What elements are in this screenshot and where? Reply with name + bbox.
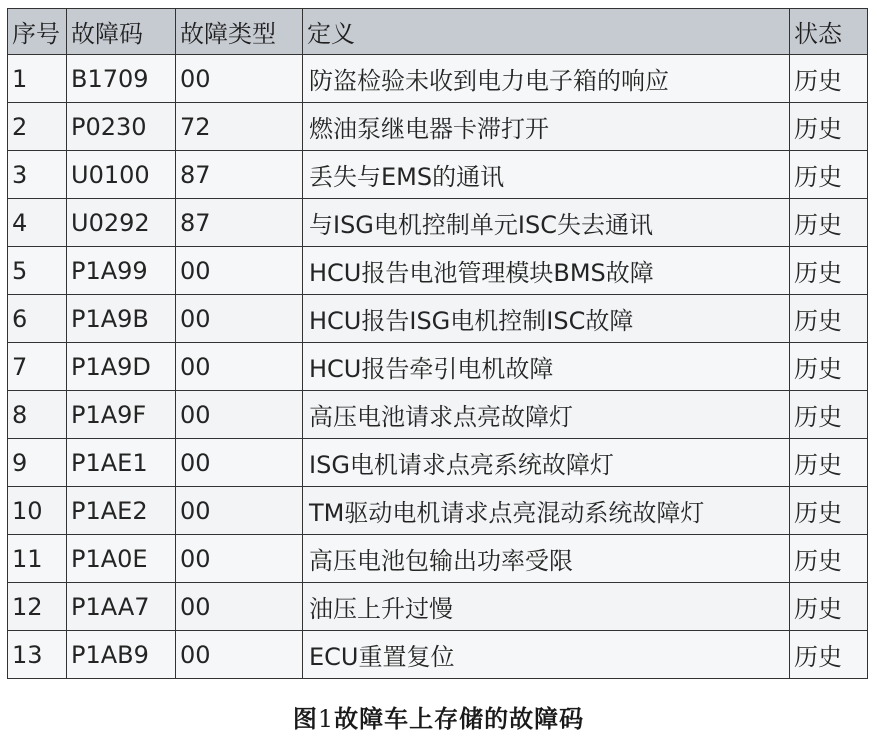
cell-status: 历史 (790, 103, 868, 151)
table-row (8, 247, 868, 295)
cell-status: 历史 (790, 631, 868, 679)
cell-fault-type: 00 (176, 487, 303, 535)
cell-definition: 与ISG电机控制单元ISC失去通讯 (303, 199, 790, 247)
cell-serial-number: 1 (8, 55, 67, 103)
cell-fault-code: U0292 (67, 199, 176, 247)
header-status: 状态 (790, 9, 868, 55)
cell-status: 历史 (790, 55, 868, 103)
cell-serial-number: 2 (8, 103, 67, 151)
cell-definition: HCU报告电池管理模块BMS故障 (303, 247, 790, 295)
table-header-row (8, 9, 868, 55)
table-row (8, 487, 868, 535)
cell-status: 历史 (790, 535, 868, 583)
cell-fault-type: 87 (176, 199, 303, 247)
cell-fault-code: P1AB9 (67, 631, 176, 679)
cell-serial-number: 13 (8, 631, 67, 679)
cell-definition: 防盗检验未收到电力电子箱的响应 (303, 55, 790, 103)
cell-definition: 燃油泵继电器卡滞打开 (303, 103, 790, 151)
cell-status: 历史 (790, 151, 868, 199)
cell-serial-number: 12 (8, 583, 67, 631)
cell-serial-number: 10 (8, 487, 67, 535)
cell-definition: ISG电机请求点亮系统故障灯 (303, 439, 790, 487)
fault-code-table (7, 8, 868, 679)
cell-fault-code: P1A9F (67, 391, 176, 439)
cell-status: 历史 (790, 487, 868, 535)
table-row (8, 103, 868, 151)
table-row (8, 439, 868, 487)
cell-definition: 油压上升过慢 (303, 583, 790, 631)
cell-serial-number: 8 (8, 391, 67, 439)
cell-serial-number: 4 (8, 199, 67, 247)
table-row (8, 199, 868, 247)
header-fault-type: 故障类型 (176, 9, 303, 55)
table-row (8, 343, 868, 391)
cell-fault-code: P1A9B (67, 295, 176, 343)
table-row (8, 583, 868, 631)
caption-number: 1 (317, 705, 335, 733)
cell-status: 历史 (790, 343, 868, 391)
header-serial-number: 序号 (8, 9, 67, 55)
figure-caption (0, 699, 877, 734)
cell-fault-type: 00 (176, 55, 303, 103)
header-fault-code: 故障码 (67, 9, 176, 55)
cell-status: 历史 (790, 439, 868, 487)
cell-serial-number: 9 (8, 439, 67, 487)
cell-fault-type: 00 (176, 391, 303, 439)
cell-fault-type: 00 (176, 535, 303, 583)
table-row (8, 631, 868, 679)
cell-serial-number: 11 (8, 535, 67, 583)
cell-fault-type: 00 (176, 247, 303, 295)
cell-fault-type: 00 (176, 439, 303, 487)
table-row (8, 295, 868, 343)
cell-fault-code: U0100 (67, 151, 176, 199)
cell-definition: 高压电池包输出功率受限 (303, 535, 790, 583)
cell-fault-type: 87 (176, 151, 303, 199)
cell-fault-code: P1A99 (67, 247, 176, 295)
cell-fault-type: 72 (176, 103, 303, 151)
cell-fault-code: P1A0E (67, 535, 176, 583)
table-row (8, 55, 868, 103)
caption-prefix: 图 (292, 705, 318, 733)
table-row (8, 151, 868, 199)
table-row (8, 391, 868, 439)
cell-definition: TM驱动电机请求点亮混动系统故障灯 (303, 487, 790, 535)
cell-status: 历史 (790, 583, 868, 631)
cell-status: 历史 (790, 247, 868, 295)
cell-definition: HCU报告牵引电机故障 (303, 343, 790, 391)
cell-fault-code: P0230 (67, 103, 176, 151)
cell-fault-type: 00 (176, 343, 303, 391)
cell-definition: ECU重置复位 (303, 631, 790, 679)
cell-serial-number: 3 (8, 151, 67, 199)
cell-serial-number: 5 (8, 247, 67, 295)
cell-serial-number: 6 (8, 295, 67, 343)
cell-fault-code: P1AA7 (67, 583, 176, 631)
cell-serial-number: 7 (8, 343, 67, 391)
cell-definition: HCU报告ISG电机控制ISC故障 (303, 295, 790, 343)
cell-fault-type: 00 (176, 583, 303, 631)
table-row (8, 535, 868, 583)
caption-text: 故障车上存储的故障码 (334, 705, 585, 733)
cell-fault-code: B1709 (67, 55, 176, 103)
cell-fault-code: P1A9D (67, 343, 176, 391)
header-definition: 定义 (303, 9, 790, 55)
cell-status: 历史 (790, 199, 868, 247)
cell-fault-type: 00 (176, 295, 303, 343)
cell-definition: 高压电池请求点亮故障灯 (303, 391, 790, 439)
cell-fault-code: P1AE2 (67, 487, 176, 535)
cell-status: 历史 (790, 295, 868, 343)
cell-definition: 丢失与EMS的通讯 (303, 151, 790, 199)
cell-fault-code: P1AE1 (67, 439, 176, 487)
cell-fault-type: 00 (176, 631, 303, 679)
cell-status: 历史 (790, 391, 868, 439)
